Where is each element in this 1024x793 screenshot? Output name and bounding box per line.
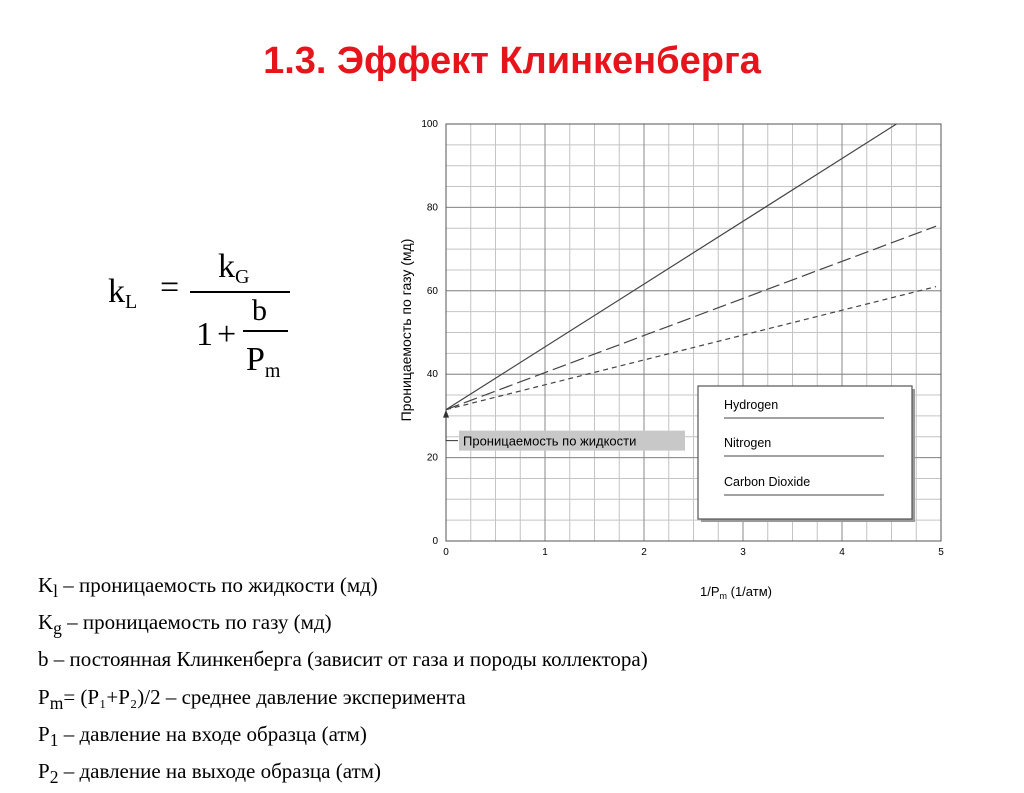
legend-label-carbon-dioxide: Carbon Dioxide	[724, 475, 811, 489]
formula-numerator: kG	[218, 248, 250, 288]
formula-frac-num: b	[252, 294, 267, 327]
slide-title: 1.3. Эффект Клинкенберга	[263, 40, 761, 82]
formula-den-plus: +	[217, 316, 237, 353]
y-tick-label: 0	[432, 536, 438, 547]
klinkenberg-formula	[100, 240, 340, 390]
chart-series	[446, 124, 936, 410]
formula-lhs: kL	[108, 273, 138, 313]
definition-item: $K_g$ – проницаемость по газу (мд)	[38, 610, 332, 639]
annotation-arrow	[443, 410, 449, 418]
definition-item: b – постоянная Клинкенберга (зависит от газа и породы коллектора)	[38, 647, 648, 672]
x-tick-label: 3	[740, 547, 746, 558]
annotation-label: Проницаемость по жидкости	[463, 433, 637, 449]
y-tick-label: 60	[426, 285, 438, 297]
definition-item: $P_2$ – давление на выходе образца (атм)	[38, 758, 381, 788]
x-tick-label: 1	[542, 547, 548, 558]
y-tick-label: 20	[426, 452, 438, 464]
x-tick-label: 5	[938, 547, 944, 558]
formula-den-one: 1	[196, 316, 213, 353]
definitions-list	[38, 570, 648, 793]
definition-item: $P_m= (P_1+P_2)/2$ – среднее давление эксперимента	[38, 684, 466, 713]
y-axis-label: Проницаемость по газу (мд)	[398, 238, 414, 422]
y-tick-labels	[421, 119, 438, 547]
permeability-chart	[390, 112, 980, 607]
x-tick-label: 4	[839, 547, 845, 558]
y-tick-label: 80	[426, 202, 438, 214]
definition-item: $K_l$ – проницаемость по жидкости (мд)	[38, 573, 378, 602]
formula-equals: =	[160, 269, 180, 306]
formula-frac-den: $P_m$	[246, 341, 281, 382]
chart-legend	[698, 386, 915, 522]
y-tick-label: 100	[421, 119, 438, 130]
x-axis-label: $1/P_m$ (1/атм)	[700, 584, 772, 601]
x-tick-labels	[443, 547, 944, 558]
x-tick-label: 0	[443, 547, 449, 558]
y-tick-label: 40	[426, 369, 438, 381]
definition-item: $P_1$ – давление на входе образца (атм)	[38, 721, 367, 750]
legend-label-hydrogen: Hydrogen	[724, 398, 779, 412]
legend-label-nitrogen: Nitrogen	[724, 436, 772, 450]
x-tick-label: 2	[641, 547, 647, 558]
